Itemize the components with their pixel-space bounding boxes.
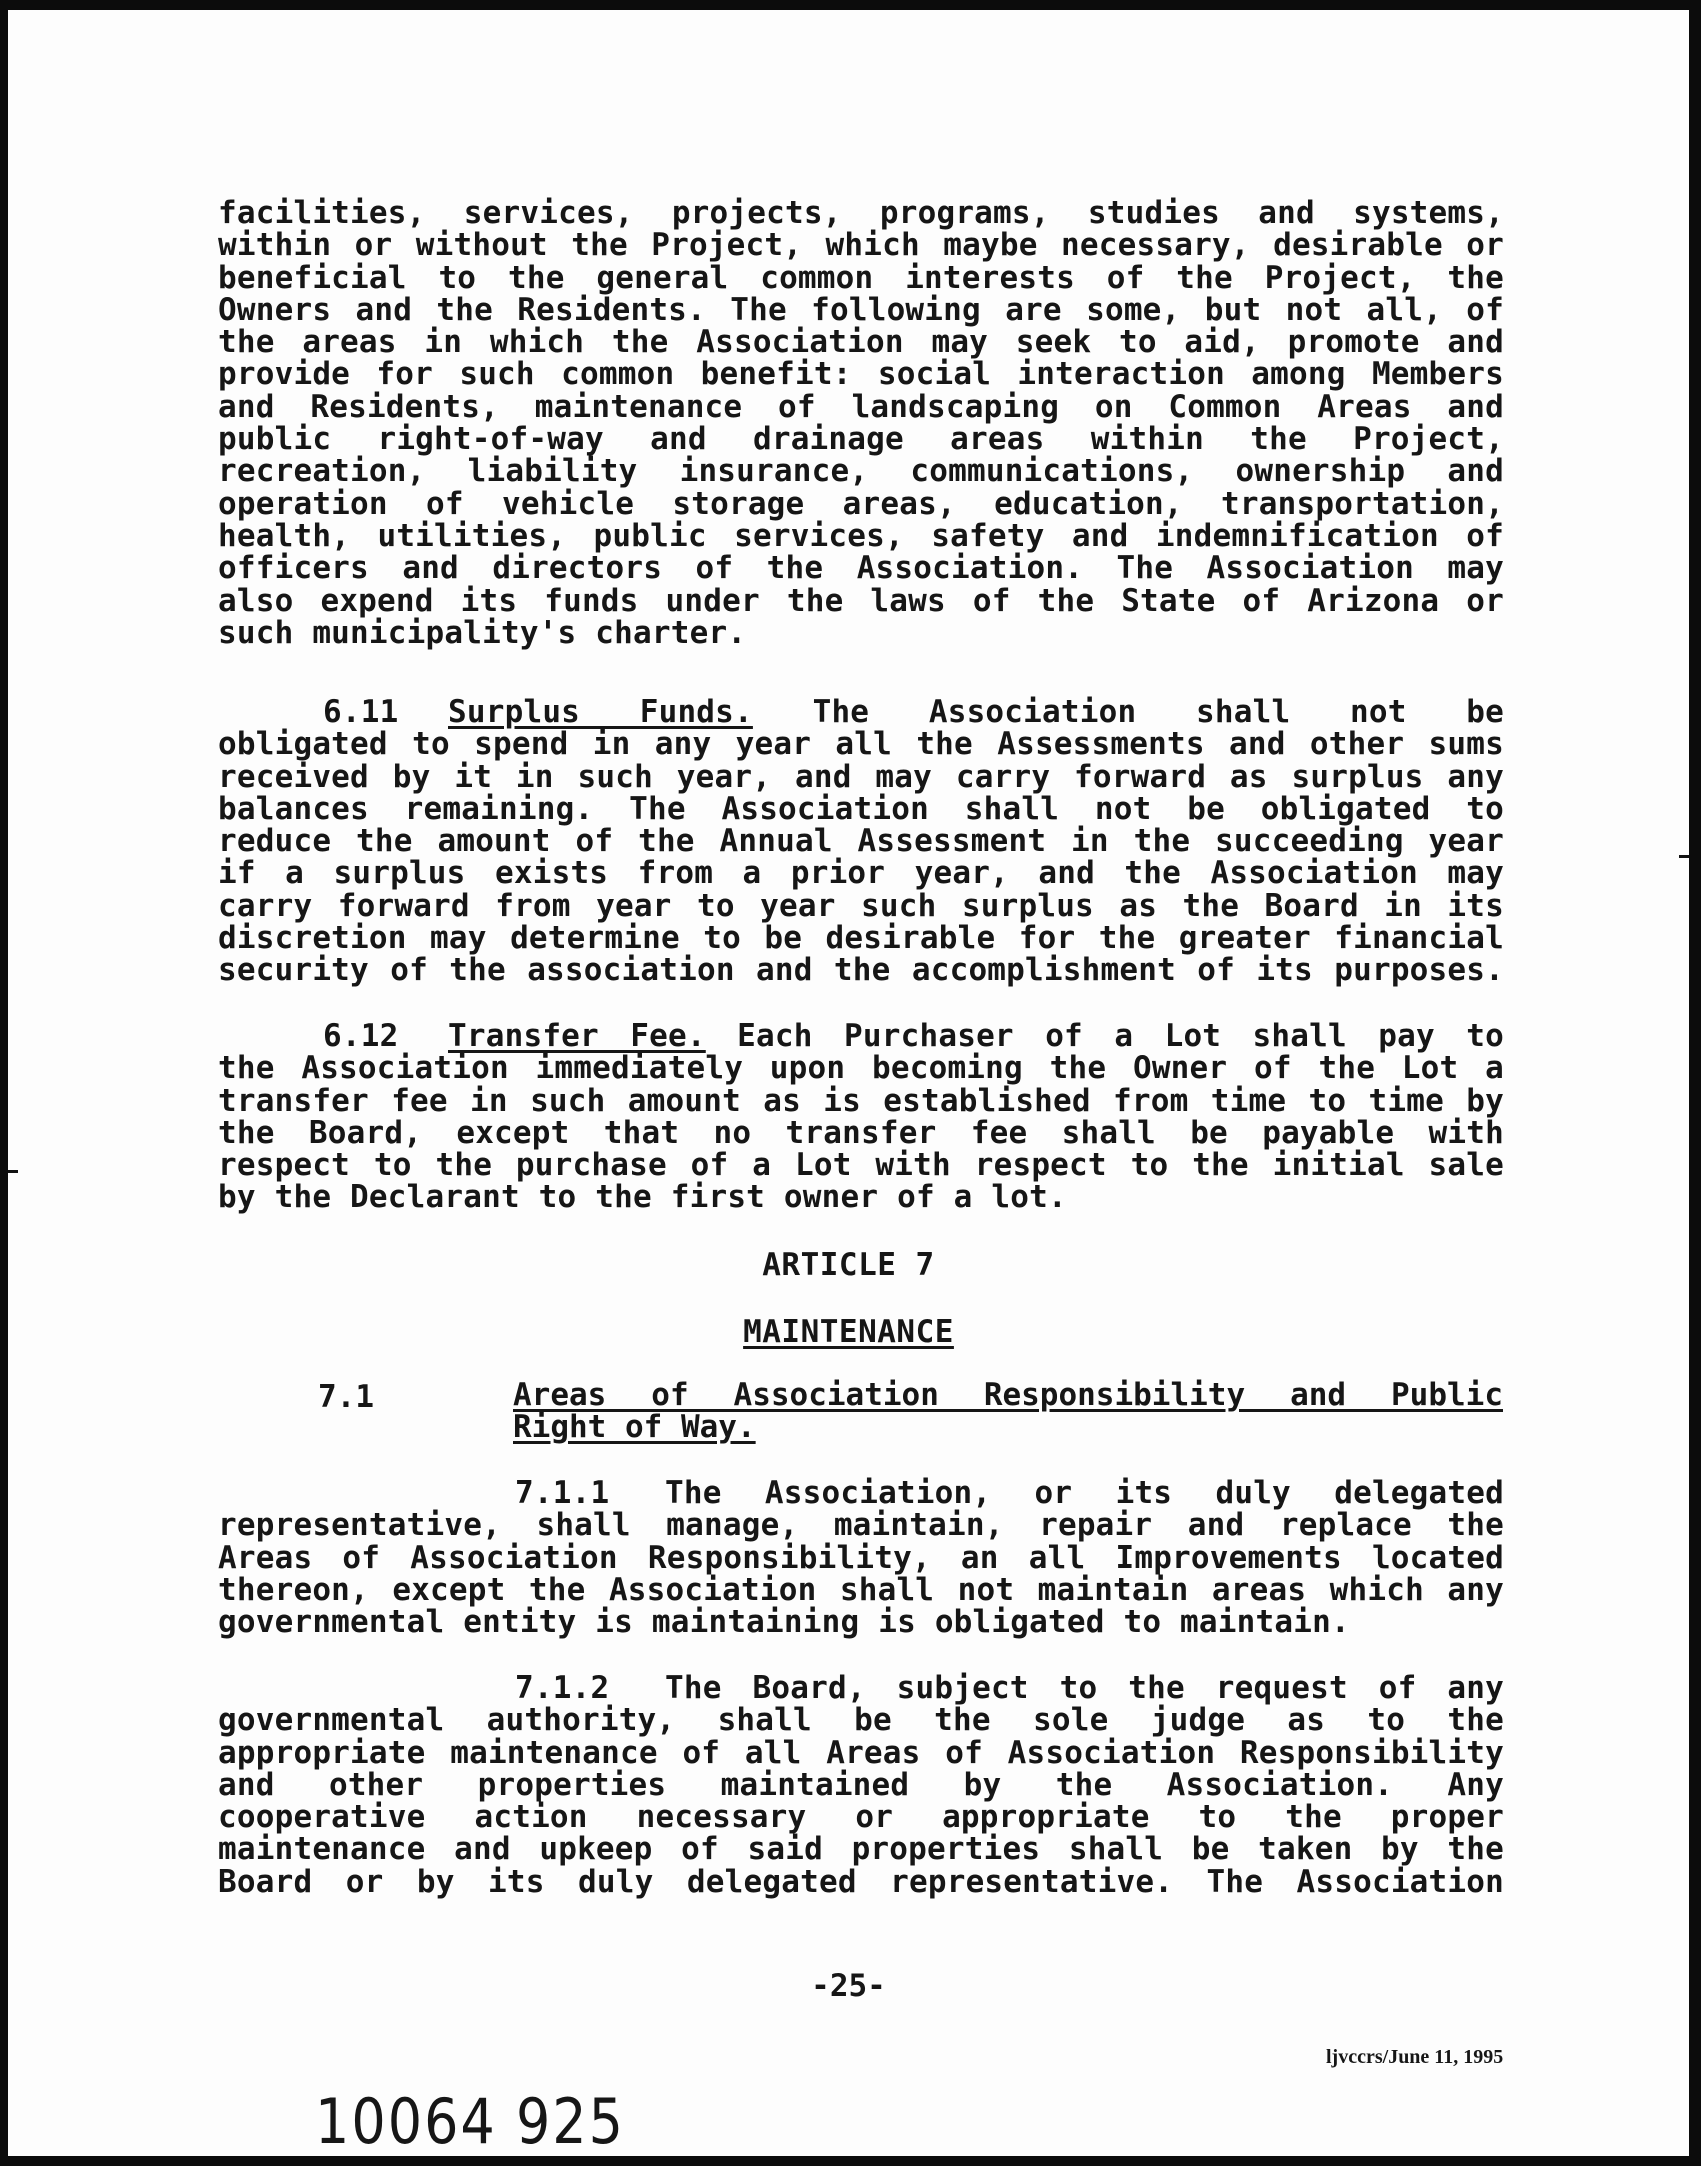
section-6-12: [218, 1020, 1504, 1214]
section-first-line: [218, 696, 1504, 728]
section-title: Surplus Funds.: [448, 694, 753, 730]
section-title: Transfer Fee.: [448, 1018, 706, 1054]
handwritten-number: 10064 925: [315, 2085, 626, 2156]
text-line: and Residents, maintenance of landscaping on Common Areas and: [218, 388, 1504, 425]
text-line: beneficial to the general common interests of the Project, the: [218, 259, 1504, 296]
section-title-line: Right of Way.: [513, 1409, 756, 1446]
text-line: cooperative action necessary or appropriate to the proper: [218, 1799, 1504, 1836]
section-first-line: [218, 1020, 1504, 1052]
text-line: officers and directors of the Association. The Association may: [218, 550, 1504, 587]
text-line: balances remaining. The Association shall not be obligated to: [218, 790, 1504, 827]
document-page: [8, 10, 1689, 2156]
text-line: public right-of-way and drainage areas within the Project,: [218, 421, 1504, 458]
section-number: 6.11: [323, 694, 399, 730]
text-line: by the Declarant to the first owner of a lot.: [218, 1179, 1067, 1216]
text-line: operation of vehicle storage areas, education, transportation,: [218, 485, 1504, 522]
text-line: the Association immediately upon becoming the Owner of the Lot a: [218, 1050, 1504, 1087]
footer-date: ljvccrs/June 11, 1995: [1326, 2046, 1504, 2068]
text-line: recreation, liability insurance, communications, ownership and: [218, 453, 1504, 490]
text-line: representative, shall manage, maintain, repair and replace the: [218, 1507, 1504, 1544]
article-heading: ARTICLE 7: [762, 1247, 935, 1283]
text-line: carry forward from year to year such surplus as the Board in its: [218, 887, 1504, 924]
section-6-11: [218, 696, 1504, 987]
section-7-1-2: [218, 1672, 1504, 1898]
scan-mark: [8, 1170, 18, 1173]
text-line: appropriate maintenance of all Areas of Association Responsibility: [218, 1734, 1504, 1771]
section-first-line-rest: Each Purchaser of a Lot shall pay to: [737, 1018, 1504, 1054]
text-line: received by it in such year, and may carry forward as surplus any: [218, 758, 1504, 795]
text-line: the Board, except that no transfer fee shall be payable with: [218, 1114, 1504, 1151]
text-line: obligated to spend in any year all the Assessments and other sums: [218, 726, 1504, 763]
section-number: 7.1: [318, 1379, 374, 1415]
text-line: discretion may determine to be desirable for the greater financial: [218, 920, 1504, 957]
section-number: 6.12: [323, 1018, 399, 1054]
text-line: and other properties maintained by the Association. Any: [218, 1766, 1504, 1803]
text-line: within or without the Project, which maybe necessary, desirable or: [218, 227, 1504, 264]
scan-mark: [1679, 855, 1689, 858]
text-line: reduce the amount of the Annual Assessment in the succeeding year: [218, 823, 1504, 860]
section-first-line: [218, 1477, 1504, 1509]
text-line: the areas in which the Association may seek to aid, promote and: [218, 324, 1504, 361]
text-line: if a surplus exists from a prior year, and the Association may: [218, 855, 1504, 892]
section-title: [513, 1379, 1503, 1444]
section-first-line-rest: The Board, subject to the request of any: [665, 1670, 1504, 1706]
text-line: maintenance and upkeep of said properties shall be taken by the: [218, 1831, 1504, 1868]
text-line: provide for such common benefit: social interaction among Members: [218, 356, 1504, 393]
section-7-1-1: [218, 1475, 1504, 1641]
text-line: governmental entity is maintaining is obligated to maintain.: [218, 1604, 1350, 1641]
intro-paragraph: [218, 197, 1504, 649]
text-line: thereon, except the Association shall not maintain areas which any: [218, 1571, 1504, 1608]
text-line: Board or by its duly delegated representative. The Association: [218, 1863, 1504, 1900]
section-first-line: [218, 1672, 1504, 1704]
text-line: Owners and the Residents. The following are some, but not all, of: [218, 291, 1504, 328]
text-line: transfer fee in such amount as is established from time to time by: [218, 1082, 1504, 1119]
text-line: Areas of Association Responsibility, an all Improvements located: [218, 1539, 1504, 1576]
section-first-line-rest: The Association shall not be: [812, 694, 1504, 730]
article-title: MAINTENANCE: [743, 1314, 954, 1350]
text-line: respect to the purchase of a Lot with respect to the initial sale: [218, 1147, 1504, 1184]
text-line: health, utilities, public services, safety and indemnification of: [218, 517, 1504, 554]
section-title-line: Areas of Association Responsibility and Public: [513, 1377, 1503, 1413]
text-line: security of the association and the accomplishment of its purposes.: [218, 952, 1504, 989]
text-line: also expend its funds under the laws of the State of Arizona or: [218, 582, 1504, 619]
section-number: 7.1.2: [515, 1670, 610, 1706]
page-number: -25-: [811, 1968, 886, 2004]
text-line: such municipality's charter.: [218, 614, 747, 651]
section-number: 7.1.1: [515, 1475, 610, 1511]
text-line: governmental authority, shall be the sole judge as to the: [218, 1702, 1504, 1739]
section-first-line-rest: The Association, or its duly delegated: [665, 1475, 1504, 1511]
text-line: facilities, services, projects, programs, studies and systems,: [218, 195, 1504, 231]
